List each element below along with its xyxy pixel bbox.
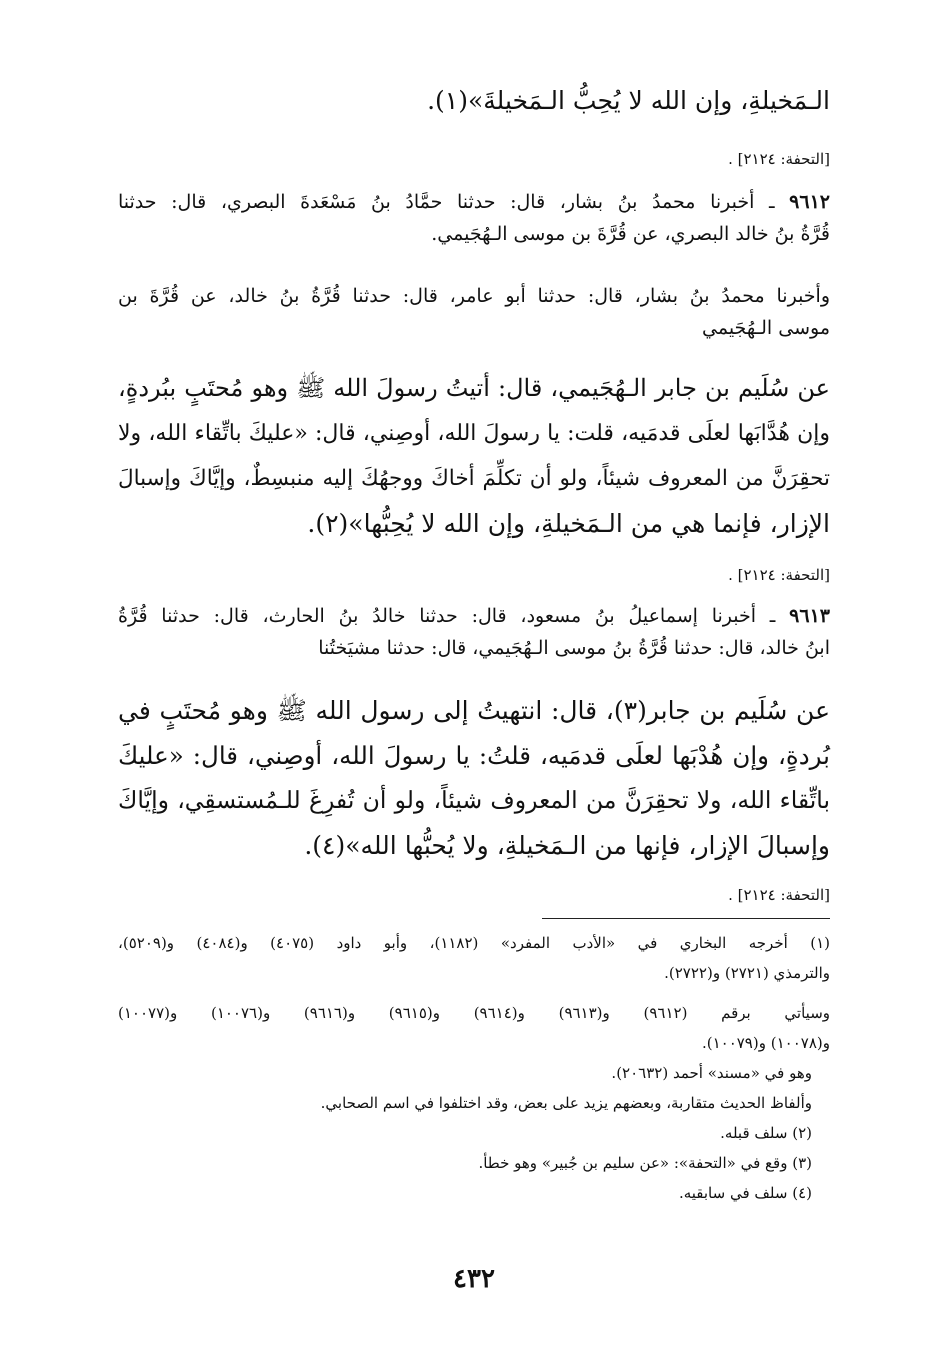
footnote-3: (٣) وقع في «التحفة»: «عن سليم بن جُبير» وهو خطأ. (478, 1154, 812, 1172)
footnote-1-line: وهو في «مسند» أحمد (٢٠٦٣٢). (611, 1064, 812, 1082)
footnote-1-line: وسيأتي برقم (٩٦١٢) و(٩٦١٣) و(٩٦١٤) و(٩٦١٥) و(٩٦١٦) و(١٠٠٧٦) و(١٠٠٧٧) (118, 1004, 831, 1022)
footnote-1-line: (١) أخرجه البخاري في «الأدب المفرد» (١١٨٢)، وأبو داود (٤٠٧٥) و(٤٠٨٤) و(٥٢٠٩)، (118, 934, 831, 952)
footnotes (118, 928, 830, 1208)
matn-line: تحقِرَنَّ من المعروف شيئاً، ولو أن تكلِّمَ أخاكَ ووجهُكَ إليه منبسِطٌ، وإيَّاكَ وإسبالَ (118, 466, 830, 491)
isnad-line: ابنُ خالد، قال: حدثنا قُرَّةُ بنُ موسى الـهُجَيمي، قال: حدثنا مشيَختُنا (318, 637, 830, 659)
matn-line: وإن هُدَّابَها لعلَى قدمَيه، قلت: يا رسولَ الله، أوصِني، قال: «عليكَ باتِّقاء الله، ولا (118, 421, 830, 446)
continuation-line (118, 78, 830, 123)
tuhfa-reference (118, 884, 830, 906)
matn-line: الإزار، فإنما هي من الـمَخيلةِ، وإن الله لا يُحِبُّها»(٢). (307, 509, 830, 538)
hadith-9613-isnad (118, 600, 830, 664)
isnad-line: وأخبرنا محمدُ بنُ بشار، قال: حدثنا أبو عامر، قال: حدثنا قُرَّةُ بنُ خالد، عن قُرَّةَ بن (118, 285, 830, 307)
hadith-9612-isnad-2 (118, 280, 830, 344)
matn-line: بُردةٍ، وإن هُدْبَها لعلَى قدمَيه، قلتُ: يا رسولَ الله، أوصِني، قال: «عليكَ (118, 741, 830, 770)
matn-line: عن سُلَيم بن جابر(٣)، قال: انتهيتُ إلى رسول الله ﷺ وهو مُحتَبٍ في (118, 696, 830, 725)
footnote-1-line: وألفاظ الحديث متقاربة، وبعضهم يزيد على بعض، وقد اختلفوا في اسم الصحابي. (320, 1094, 812, 1112)
text-line: الـمَخيلةِ، وإن الله لا يُحِبُّ الـمَخيلةَ»(١). (427, 86, 830, 115)
isnad-line: قُرَّةُ بنُ خالد البصري، عن قُرَّةَ بن موسى الـهُجَيمي. (431, 223, 830, 245)
matn-line: عن سُلَيم بن جابر الـهُجَيمي، قال: أتيتُ رسولَ الله ﷺ وهو مُحتَبٍ ببُردةٍ، (118, 374, 830, 402)
matn-line: وإسبالَ الإزار، فإنها من الـمَخيلةِ، ولا يُحبُّها الله»(٤). (304, 831, 830, 860)
footnote-4: (٤) سلف في سابقيه. (678, 1184, 812, 1202)
footnote-2: (٢) سلف قبله. (720, 1124, 812, 1142)
tuhfa-reference (118, 564, 830, 586)
isnad-line: ٩٦١٢ ـ أخبرنا محمدُ بنُ بشار، قال: حدثنا حمَّادُ بنُ مَسْعَدةَ البصري، قال: حدثنا (118, 191, 830, 213)
hadith-9612-isnad (118, 186, 830, 250)
page-number: ٤٣٢ (453, 1264, 495, 1294)
tuhfa-reference (118, 148, 830, 170)
footnote-1-line: و(١٠٠٧٨) و(١٠٠٧٩). (701, 1034, 830, 1052)
tuhfa-ref-1: [التحفة: ٢١٢٤] . (728, 150, 830, 168)
hadith-9612-matn (118, 366, 830, 546)
hadith-number: ٩٦١٣ (789, 605, 830, 627)
isnad-line: موسى الـهُجَيمي (702, 317, 830, 339)
matn-line: باتِّقاء الله، ولا تحقِرَنَّ من المعروف شيئاً، ولو أن تُفرِغَ للـمُستسقِي، وإيَّاكَ (118, 786, 830, 814)
hadith-number: ٩٦١٢ (789, 191, 830, 213)
hadith-9613-matn (118, 688, 830, 868)
isnad-line: ٩٦١٣ ـ أخبرنا إسماعيلُ بنُ مسعود، قال: حدثنا خالدُ بنُ الحارث، قال: حدثنا قُرَّةُ (118, 605, 830, 627)
tuhfa-ref-2: [التحفة: ٢١٢٤] . (728, 566, 830, 584)
footnote-separator (542, 918, 830, 919)
tuhfa-ref-3: [التحفة: ٢١٢٤] . (728, 886, 830, 904)
footnote-1-line: والترمذي (٢٧٢١) و(٢٧٢٢). (664, 964, 830, 982)
